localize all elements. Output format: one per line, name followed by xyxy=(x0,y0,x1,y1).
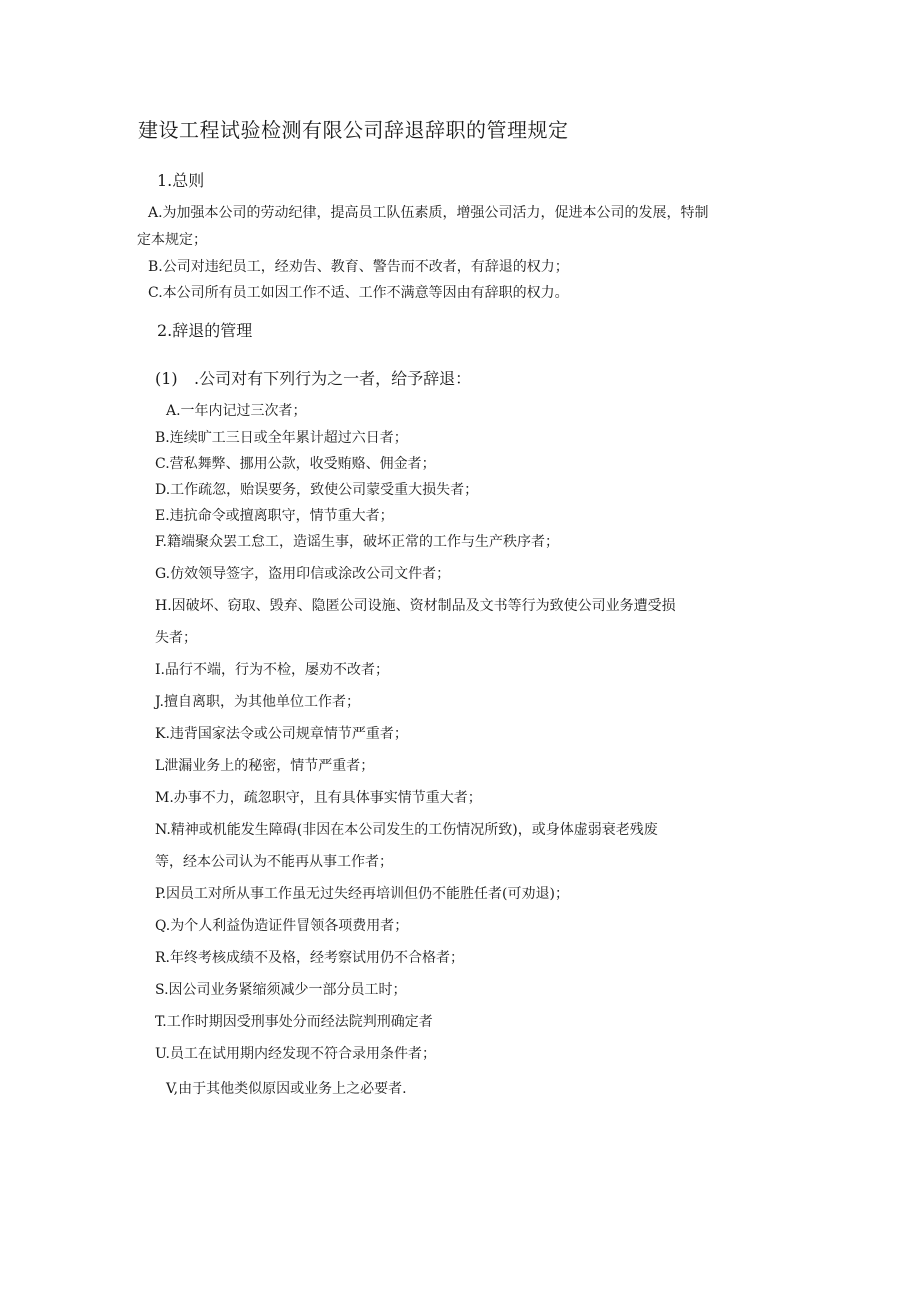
dismissal-item-s: S.因公司业务紧缩须减少一部分员工时； xyxy=(155,982,407,998)
general-item-c: C.本公司所有员工如因工作不适、工作不满意等因由有辞职的权力。 xyxy=(148,285,569,301)
dismissal-item-g: G.仿效领导签字，盗用印信或涂改公司文件者； xyxy=(155,566,451,582)
dismissal-item-k: K.违背国家法令或公司规章情节严重者； xyxy=(155,726,408,742)
dismissal-item-p: P.因员工对所从事工作虽无过失经再培训但仍不能胜任者(可劝退)； xyxy=(155,886,569,902)
subsection-1-text: .公司对有下列行为之一者，给予辞退： xyxy=(194,369,472,388)
general-item-b: B.公司对违纪员工，经劝告、教育、警告而不改者，有辞退的权力； xyxy=(148,259,569,275)
dismissal-item-f: F.籍端聚众罢工怠工，造谣生事，破坏正常的工作与生产秩序者； xyxy=(155,534,559,550)
general-item-a-line-2: 定本规定； xyxy=(137,232,207,248)
dismissal-item-h-line-2: 失者； xyxy=(155,630,197,646)
dismissal-item-j: J.擅自离职，为其他单位工作者； xyxy=(155,694,360,710)
dismissal-item-n-line-2: 等，经本公司认为不能再从事工作者； xyxy=(155,854,393,870)
dismissal-item-r: R.年终考核成绩不及格，经考察试用仍不合格者； xyxy=(155,950,464,966)
dismissal-item-u: U.员工在试用期内经发现不符合录用条件者； xyxy=(155,1046,436,1062)
section-1-heading: 1.总则 xyxy=(157,171,205,190)
dismissal-item-d: D.工作疏忽，贻误要务，致使公司蒙受重大损失者； xyxy=(155,482,479,498)
dismissal-item-b: B.连续旷工三日或全年累计超过六日者； xyxy=(155,430,408,446)
document-title: 建设工程试验检测有限公司辞退辞职的管理规定 xyxy=(138,118,569,142)
general-item-a-line-1: A.为加强本公司的劳动纪律，提高员工队伍素质，增强公司活力，促进本公司的发展，特制 xyxy=(148,205,709,221)
dismissal-item-l: L泄漏业务上的秘密，情节严重者； xyxy=(155,758,375,774)
dismissal-item-t: T.工作时期因受刑事处分而经法院判刑确定者 xyxy=(155,1014,433,1030)
dismissal-item-e: E.违抗命令或擅离职守，情节重大者； xyxy=(155,508,394,524)
subsection-1-number: (1) xyxy=(155,369,178,388)
dismissal-item-i: I.品行不端，行为不检，屡劝不改者； xyxy=(155,662,389,678)
dismissal-item-q: Q.为个人利益伪造证件冒领各项费用者； xyxy=(155,918,409,934)
dismissal-item-a: A.一年内记过三次者； xyxy=(166,403,307,419)
section-2-heading: 2.辞退的管理 xyxy=(157,321,253,340)
dismissal-item-h-line-1: H.因破坏、窃取、毁弃、隐匿公司设施、资材制品及文书等行为致使公司业务遭受损 xyxy=(155,598,676,614)
dismissal-item-m: M.办事不力，疏忽职守，且有具体事实情节重大者； xyxy=(155,790,482,806)
dismissal-item-n-line-1: N.精神或机能发生障碍(非因在本公司发生的工伤情况所致)，或身体虚弱衰老残废 xyxy=(155,822,658,838)
dismissal-item-v: V,由于其他类似原因或业务上之必要者. xyxy=(166,1081,407,1097)
dismissal-item-c: C.营私舞弊、挪用公款，收受贿赂、佣金者； xyxy=(155,456,436,472)
